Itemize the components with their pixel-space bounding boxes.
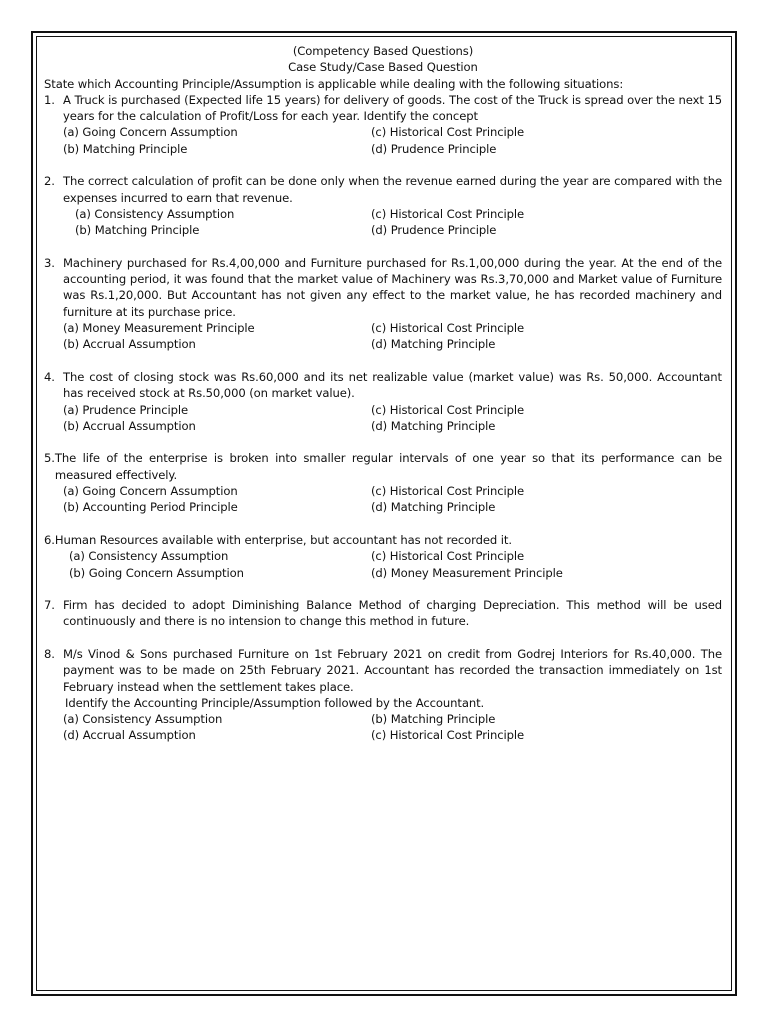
question-number: 6. (44, 532, 55, 547)
question-1-options (44, 124, 722, 157)
option: (a) Prudence Principle (63, 402, 189, 417)
question-4-options (44, 402, 722, 435)
option: (c) Historical Cost Principle (371, 549, 525, 564)
option: (a) Money Measurement Principle (63, 321, 255, 336)
option: (c) Historical Cost Principle (371, 206, 525, 221)
instruction: State which Accounting Principle/Assumption is applicable while dealing with the following situations: (44, 76, 624, 91)
option: (d) Prudence Principle (371, 141, 497, 156)
question-text: Machinery purchased for Rs.4,00,000 and Furniture purchased for Rs.1,00,000 during the year. At the end of the accounting period, it was found that the market value of Machinery was Rs.3,70,000 and Market value of Furniture was Rs.1,20,000. But Accountant has not given any effect to the market value, he has recorded machinery and furniture at its purchase price. (63, 255, 722, 319)
question-6-options (44, 548, 722, 581)
question-8-prompt: Identify the Accounting Principle/Assumption followed by the Accountant. (65, 695, 485, 710)
question-6 (44, 532, 722, 548)
option: (b) Matching Principle (75, 223, 200, 238)
option: (d) Accrual Assumption (63, 728, 196, 743)
option: (b) Accrual Assumption (63, 418, 196, 433)
question-5-options (44, 483, 722, 516)
option: (a) Consistency Assumption (75, 206, 235, 221)
question-4 (44, 369, 722, 402)
question-7 (44, 597, 722, 630)
option: (c) Historical Cost Principle (371, 321, 525, 336)
worksheet (44, 43, 722, 744)
option: (d) Matching Principle (371, 500, 496, 515)
option: (d) Money Measurement Principle (371, 565, 563, 580)
question-number: 5. (44, 451, 55, 466)
option: (b) Matching Principle (63, 141, 188, 156)
option: (a) Consistency Assumption (63, 712, 223, 727)
option: (c) Historical Cost Principle (371, 125, 525, 140)
question-text: Human Resources available with enterprise, but accountant has not recorded it. (54, 532, 512, 547)
question-5 (44, 450, 722, 483)
question-3 (44, 255, 722, 320)
option: (d) Matching Principle (371, 337, 496, 352)
question-number: 4. (44, 369, 55, 384)
option: (d) Matching Principle (371, 418, 496, 433)
header-title: (Competency Based Questions) (292, 44, 474, 58)
header-subtitle: Case Study/Case Based Question (288, 60, 478, 75)
question-8-options (44, 711, 722, 744)
option: (c) Historical Cost Principle (371, 402, 525, 417)
question-1 (44, 92, 722, 125)
question-text: The correct calculation of profit can be done only when the revenue earned during the year are compared with the expenses incurred to earn that revenue. (63, 174, 722, 205)
option: (a) Going Concern Assumption (63, 125, 238, 140)
option: (b) Accounting Period Principle (63, 500, 238, 515)
question-text: A Truck is purchased (Expected life 15 years) for delivery of goods. The cost of the Truck is spread over the next 15 years for the calculation of Profit/Loss for each year. Identify the concept (63, 92, 722, 124)
question-number: 8. (44, 646, 55, 661)
question-number: 7. (44, 598, 55, 613)
option: (d) Prudence Principle (371, 223, 497, 238)
question-text: The cost of closing stock was Rs.60,000 and its net realizable value (market value) was Rs. 50,000. Accountant has received stock at Rs.50,000 (on market value). (63, 369, 722, 401)
option: (a) Going Concern Assumption (63, 484, 238, 499)
option: (b) Accrual Assumption (63, 337, 196, 352)
question-text: The life of the enterprise is broken into smaller regular intervals of one year so that its performance can be measured effectively. (54, 451, 722, 482)
question-text: Firm has decided to adopt Diminishing Balance Method of charging Depreciation. This method will be used continuously and there is no intension to change this method in future. (63, 598, 722, 629)
option: (c) Historical Cost Principle (371, 728, 525, 743)
question-number: 1. (44, 92, 55, 107)
question-number: 3. (44, 255, 55, 270)
option: (b) Matching Principle (371, 712, 496, 727)
option: (a) Consistency Assumption (69, 549, 229, 564)
question-text: M/s Vinod & Sons purchased Furniture on 1st February 2021 on credit from Godrej Interiors for Rs.40,000. The payment was to be made on 25th February 2021. Accountant has recorded the transaction immediately on 1st February instead when the settlement takes place. (63, 646, 722, 694)
question-3-options (44, 320, 722, 353)
question-8 (44, 646, 722, 695)
question-2-options (44, 206, 722, 239)
question-number: 2. (44, 174, 55, 189)
question-2 (44, 173, 722, 206)
option: (c) Historical Cost Principle (371, 484, 525, 499)
option: (b) Going Concern Assumption (69, 565, 244, 580)
